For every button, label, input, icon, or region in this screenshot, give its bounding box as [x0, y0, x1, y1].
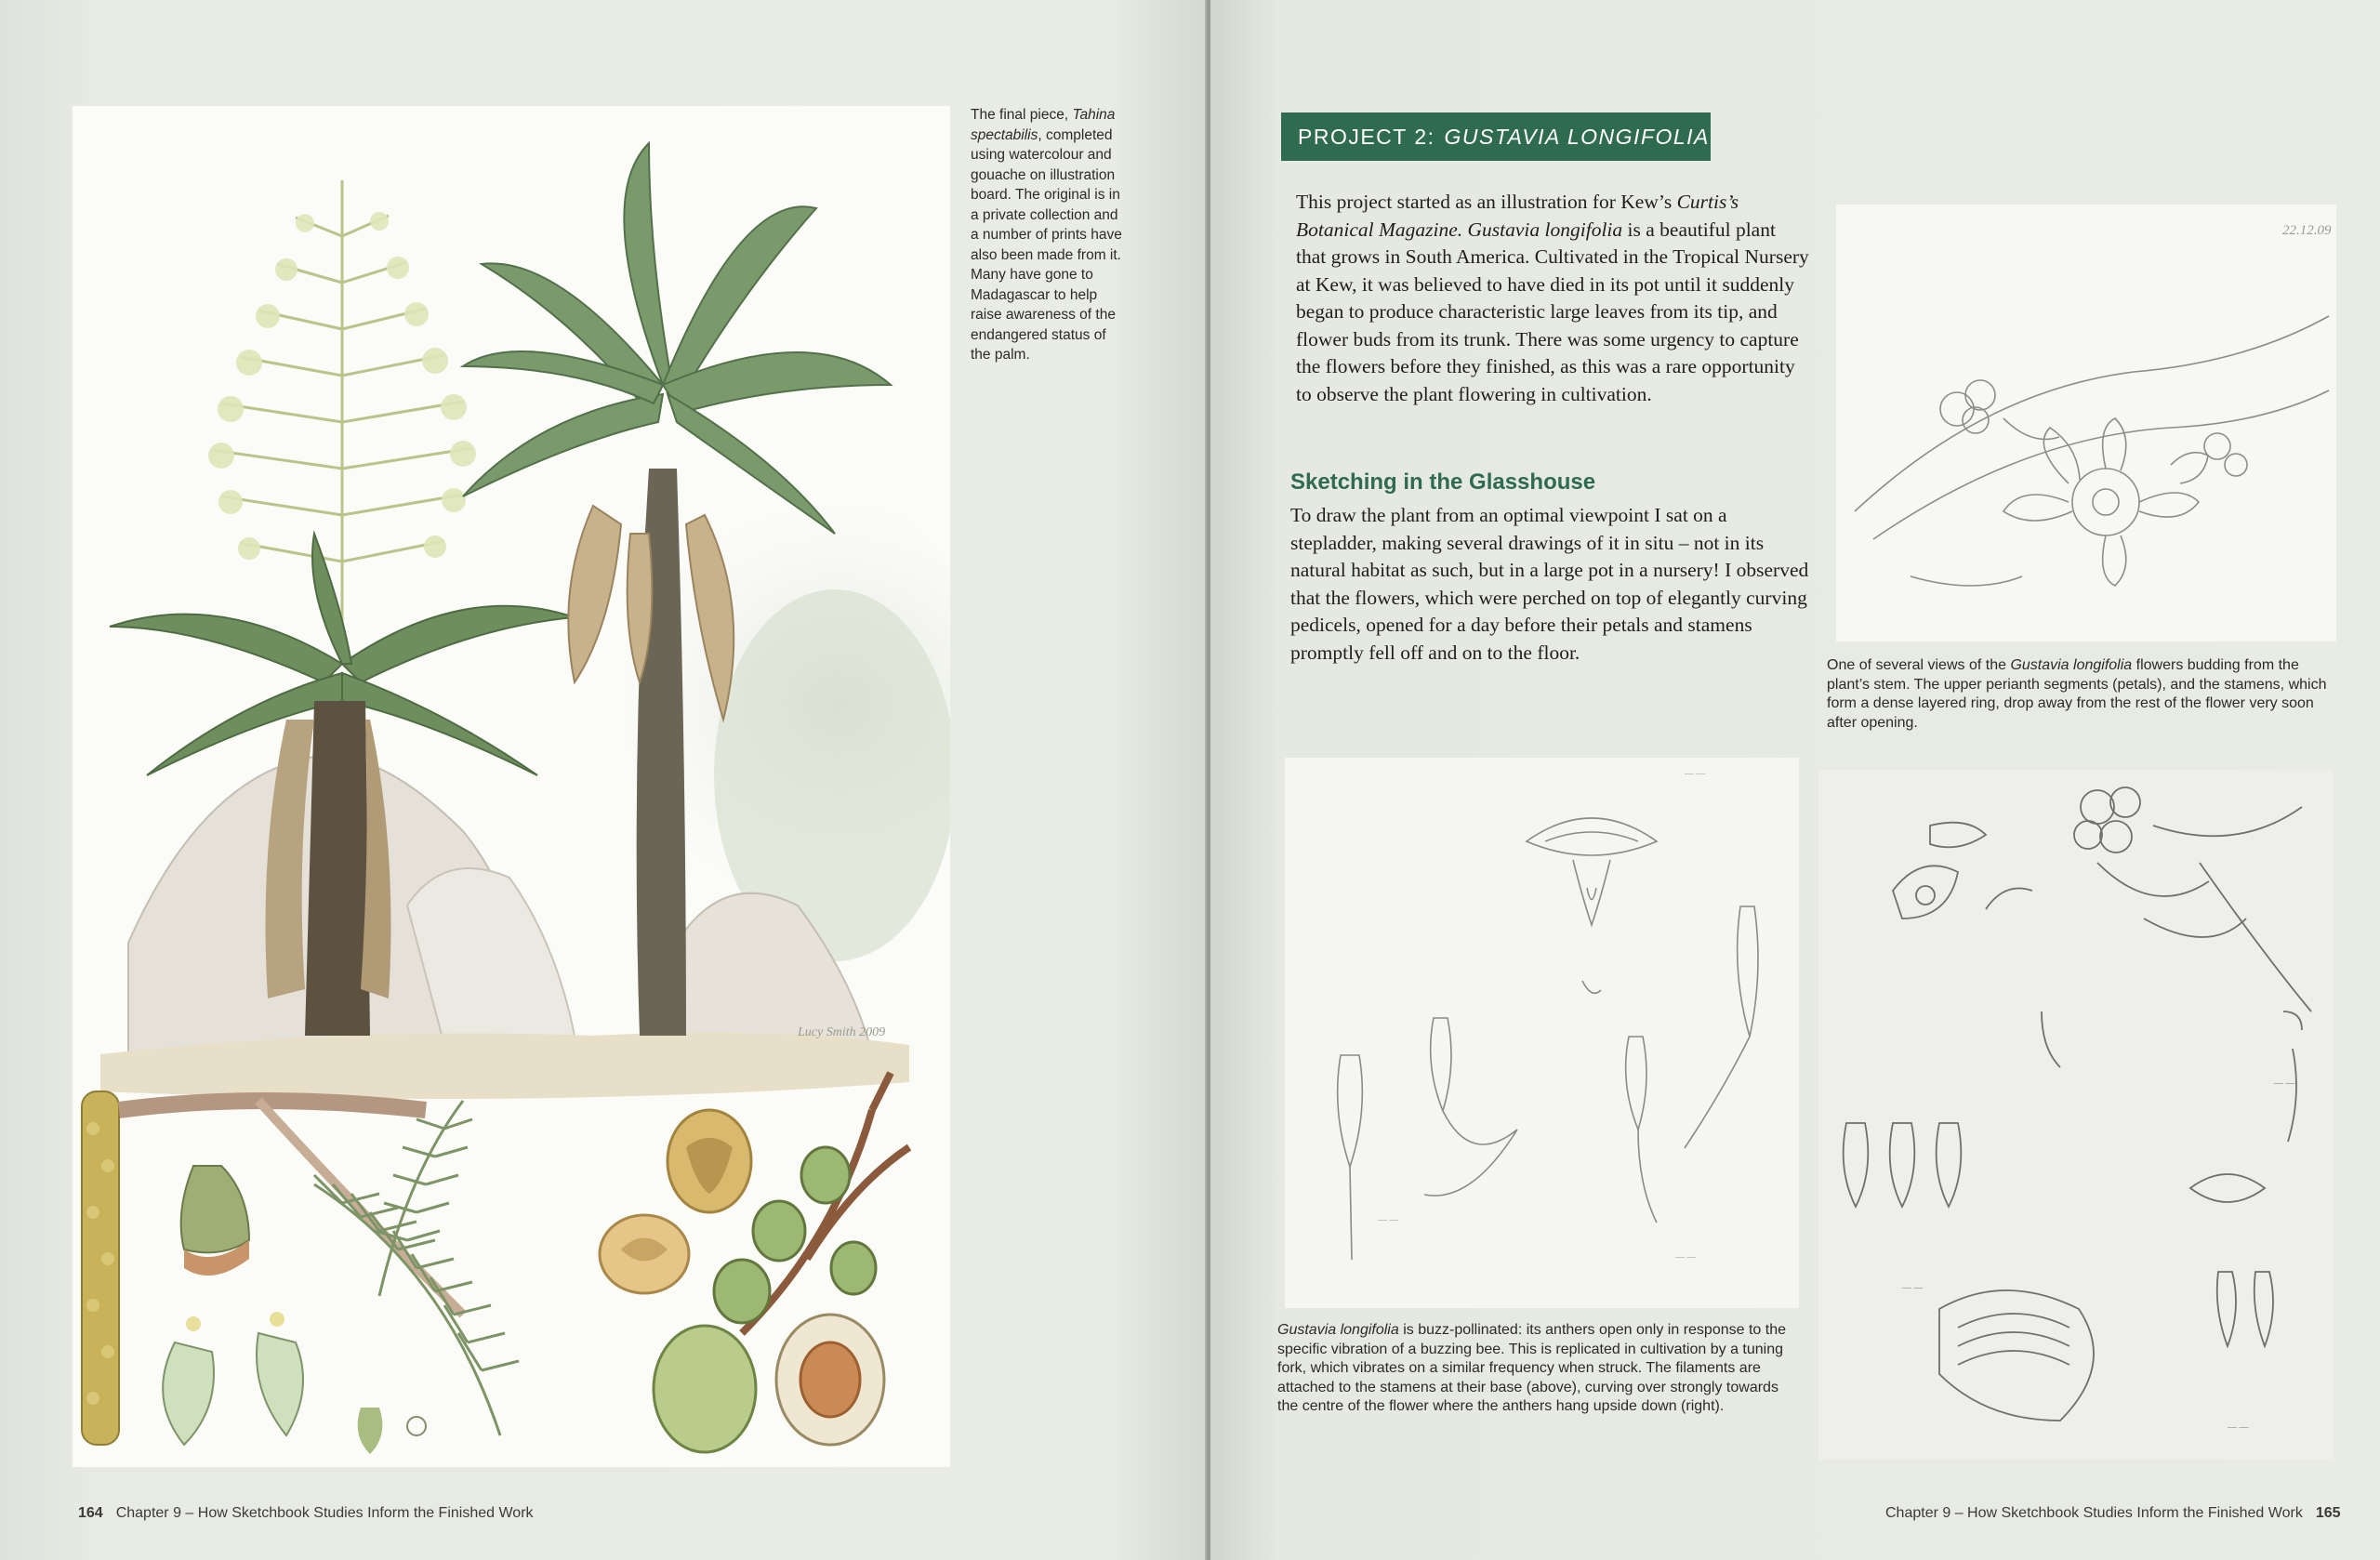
- intro-text: This project started as an illustration for Kew’s: [1296, 191, 1677, 213]
- svg-text:— —: — —: [1685, 768, 1706, 779]
- sketch-date: 22.12.09: [2282, 223, 2332, 238]
- palm-caption: [971, 105, 1129, 365]
- caption-text: The final piece,: [971, 107, 1073, 123]
- sketch-bottom-caption: [1277, 1321, 1798, 1417]
- left-folio: [78, 1505, 534, 1522]
- caption-text: flowers budding from the plant’s stem. The upper perianth segments (petals), and the stamens, which form a dense layered ring, drop away from the rest of the flower very soon after opening.: [1827, 657, 2327, 731]
- caption-text: is buzz-pollinated: its anthers open only in response to the specific vibration of a buzzing bee. This is replicated in cultivation by a tuning fork, which vibrates on a similar frequency when struck. The filaments are attached to the stamens at their base (above), curving over strongly towards the centre of the flower where the anthers hang upside down (right).: [1277, 1322, 1786, 1414]
- banner-title: GUSTAVIA LONGIFOLIA: [1444, 124, 1710, 149]
- svg-text:— —: — —: [1902, 1282, 1924, 1293]
- palm-illustration-plate: [73, 106, 950, 1467]
- pencil-sketch: [1818, 770, 2333, 1460]
- caption-species: Gustavia longifolia: [1277, 1322, 1399, 1338]
- section-paragraph: To draw the plant from an optimal viewpoint I sat on a stepladder, making several drawings of it in situ – not in its natural habitat as such, but in a large pot in a nursery! I observed that the flowers, which were perched on top of elegantly curving pedicels, opened for a day before their petals and stamens promptly fell off and on to the floor.: [1290, 504, 1809, 664]
- running-footer: Chapter 9 – How Sketchbook Studies Inform the Finished Work: [1885, 1505, 2303, 1521]
- stamen-sketch: [1285, 758, 1799, 1308]
- caption-text: One of several views of the: [1827, 657, 2011, 673]
- section-heading: Sketching in the Glasshouse: [1290, 469, 1596, 495]
- page-number: 164: [78, 1505, 103, 1521]
- svg-text:— —: — —: [2274, 1077, 2295, 1089]
- artist-signature: Lucy Smith 2009: [798, 1025, 886, 1039]
- intro-italic: Curtis’s Botanical Magazine. Gustavia longifolia: [1296, 191, 1739, 241]
- pencil-sketch: [1285, 758, 1799, 1308]
- intro-text: is a beautiful plant that grows in South America. Cultivated in the Tropical Nursery at Kew, it was believed to have died in its pot until it suddenly began to produce characteristic large leaves from its tip, and flower buds from its trunk. There was some urgency to capture the flowers before they finished, as this was a rare opportunity to observe the plant flowering in cultivation.: [1296, 218, 1809, 405]
- palm-watercolour-illustration: [73, 106, 950, 1467]
- flower-dissection-sketch: [1818, 770, 2333, 1460]
- flower-sketch-top: [1836, 205, 2336, 641]
- caption-species: Gustavia longifolia: [2010, 657, 2133, 673]
- pencil-sketch: [1836, 205, 2336, 641]
- running-footer: Chapter 9 – How Sketchbook Studies Inform the Finished Work: [115, 1505, 534, 1521]
- caption-species: Tahina spectabilis: [971, 107, 1116, 143]
- svg-text:— —: — —: [1378, 1214, 1399, 1225]
- caption-text: , completed using watercolour and gouache on illustration board. The original is in a private collection and a number of prints have also been made from it. Many have gone to Madagascar to help raise awareness of the endangered status of the palm.: [971, 126, 1122, 363]
- sketch-top-caption: [1827, 656, 2338, 733]
- intro-paragraph: [1296, 189, 1809, 408]
- page-number: 165: [2315, 1505, 2341, 1521]
- right-folio: [1885, 1505, 2341, 1522]
- project-banner: [1281, 112, 1711, 161]
- svg-text:— —: — —: [2228, 1421, 2249, 1433]
- svg-text:— —: — —: [1675, 1251, 1697, 1263]
- banner-prefix: PROJECT 2:: [1298, 124, 1435, 149]
